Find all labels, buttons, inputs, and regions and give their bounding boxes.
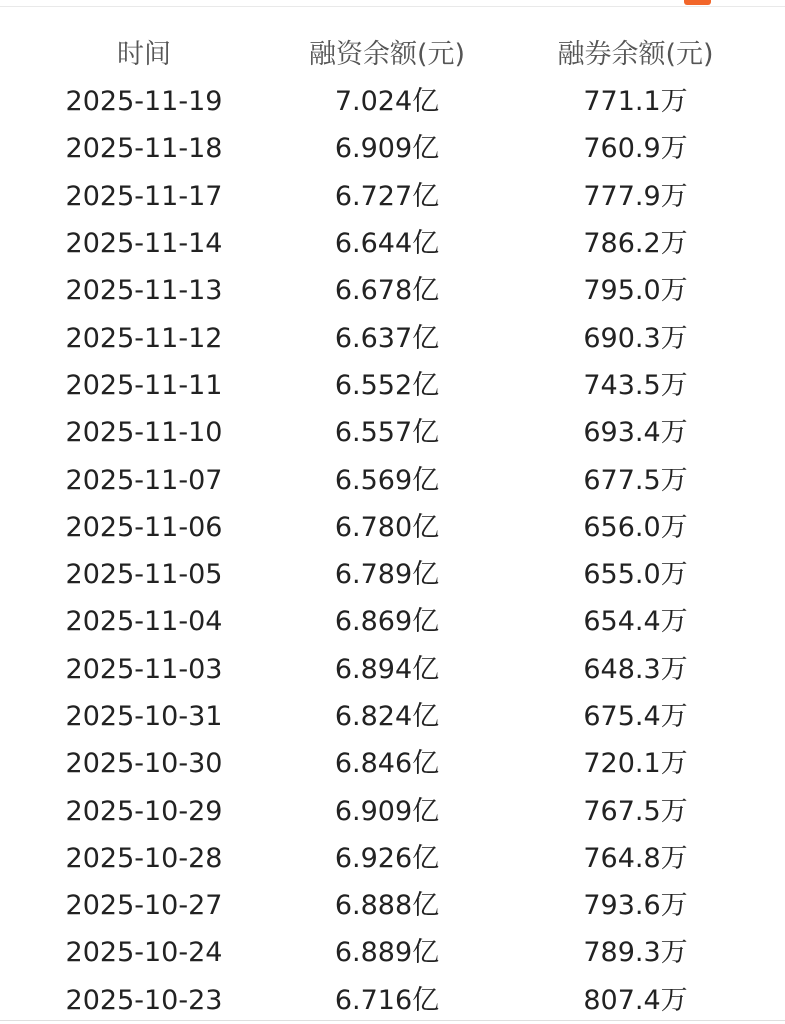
- cell-securities-lending: 743.5万: [583, 369, 688, 401]
- table-row: [0, 977, 785, 1024]
- table-row: [0, 504, 785, 551]
- cell-date: 2025-10-31: [65, 701, 223, 732]
- cell-securities-lending: 690.3万: [583, 322, 688, 354]
- table-row: [0, 740, 785, 787]
- cell-margin-financing: 6.824亿: [334, 701, 440, 732]
- bottom-divider: [0, 1020, 785, 1021]
- header-margin-financing: 融资余额(元): [308, 38, 466, 70]
- cell-margin-financing: 6.846亿: [334, 748, 440, 780]
- top-divider: [0, 6, 785, 7]
- table-header-row: [0, 30, 785, 78]
- table-row: [0, 220, 785, 267]
- table-row: [0, 646, 785, 693]
- cell-securities-lending: 760.9万: [583, 133, 688, 165]
- cell-margin-financing: 6.644亿: [334, 228, 440, 260]
- cell-margin-financing: 6.780亿: [334, 511, 440, 543]
- table-row: [0, 882, 785, 929]
- header-date: 时间: [117, 38, 171, 70]
- cell-date: 2025-10-23: [65, 984, 223, 1016]
- cell-securities-lending: 675.4万: [583, 701, 688, 732]
- cell-securities-lending: 777.9万: [583, 180, 688, 212]
- cell-margin-financing: 7.024亿: [334, 86, 440, 118]
- table-row: [0, 598, 785, 645]
- cell-securities-lending: 693.4万: [583, 417, 688, 449]
- table-row: [0, 551, 785, 598]
- table-row: [0, 835, 785, 882]
- cell-margin-financing: 6.716亿: [334, 984, 440, 1016]
- table-row: [0, 78, 785, 125]
- cell-securities-lending: 767.5万: [583, 795, 688, 827]
- cell-securities-lending: 764.8万: [583, 842, 688, 874]
- table-row: [0, 314, 785, 361]
- cell-margin-financing: 6.869亿: [334, 606, 440, 638]
- table-row: [0, 173, 785, 220]
- cell-date: 2025-11-19: [65, 86, 223, 118]
- cell-date: 2025-11-13: [65, 275, 223, 307]
- table-row: [0, 693, 785, 740]
- table-row: [0, 456, 785, 503]
- cell-securities-lending: 793.6万: [583, 890, 688, 922]
- cell-margin-financing: 6.926亿: [334, 842, 440, 874]
- margin-trading-table: [0, 30, 785, 1024]
- cell-date: 2025-11-07: [65, 464, 223, 496]
- cell-securities-lending: 656.0万: [583, 511, 688, 543]
- cell-margin-financing: 6.552亿: [334, 369, 440, 401]
- cell-securities-lending: 807.4万: [583, 984, 688, 1016]
- cell-date: 2025-10-28: [65, 842, 223, 874]
- cell-securities-lending: 677.5万: [583, 464, 688, 496]
- cell-margin-financing: 6.888亿: [334, 890, 440, 922]
- cell-date: 2025-11-12: [65, 322, 223, 354]
- cell-date: 2025-11-18: [65, 133, 223, 165]
- cell-margin-financing: 6.727亿: [334, 180, 440, 212]
- cell-date: 2025-10-27: [65, 890, 223, 922]
- cell-date: 2025-10-30: [65, 748, 223, 780]
- table-row: [0, 267, 785, 314]
- table-body: [0, 78, 785, 1024]
- cell-margin-financing: 6.894亿: [334, 653, 440, 685]
- active-tab-indicator: [684, 0, 711, 5]
- cell-date: 2025-10-24: [65, 937, 223, 969]
- cell-margin-financing: 6.909亿: [334, 795, 440, 827]
- cell-date: 2025-11-06: [65, 511, 223, 543]
- cell-date: 2025-11-11: [65, 369, 223, 401]
- cell-securities-lending: 771.1万: [583, 86, 688, 118]
- cell-date: 2025-10-29: [65, 795, 223, 827]
- table-row: [0, 409, 785, 456]
- cell-date: 2025-11-14: [65, 228, 223, 260]
- table-row: [0, 125, 785, 172]
- cell-securities-lending: 648.3万: [583, 653, 688, 685]
- cell-margin-financing: 6.909亿: [334, 133, 440, 165]
- cell-margin-financing: 6.678亿: [334, 275, 440, 307]
- cell-margin-financing: 6.557亿: [334, 417, 440, 449]
- table-row: [0, 787, 785, 834]
- header-securities-lending: 融券余额(元): [557, 38, 714, 70]
- cell-securities-lending: 720.1万: [583, 748, 688, 780]
- cell-date: 2025-11-04: [65, 606, 223, 638]
- cell-securities-lending: 655.0万: [583, 559, 688, 591]
- table-row: [0, 929, 785, 976]
- cell-date: 2025-11-17: [65, 180, 223, 212]
- cell-margin-financing: 6.569亿: [334, 464, 440, 496]
- cell-securities-lending: 786.2万: [583, 228, 688, 260]
- cell-date: 2025-11-05: [65, 559, 223, 591]
- cell-margin-financing: 6.889亿: [334, 937, 440, 969]
- cell-margin-financing: 6.789亿: [334, 559, 440, 591]
- cell-date: 2025-11-03: [65, 653, 223, 685]
- table-row: [0, 362, 785, 409]
- cell-date: 2025-11-10: [65, 417, 223, 449]
- cell-securities-lending: 789.3万: [583, 937, 688, 969]
- cell-margin-financing: 6.637亿: [334, 322, 440, 354]
- cell-securities-lending: 654.4万: [583, 606, 688, 638]
- cell-securities-lending: 795.0万: [583, 275, 688, 307]
